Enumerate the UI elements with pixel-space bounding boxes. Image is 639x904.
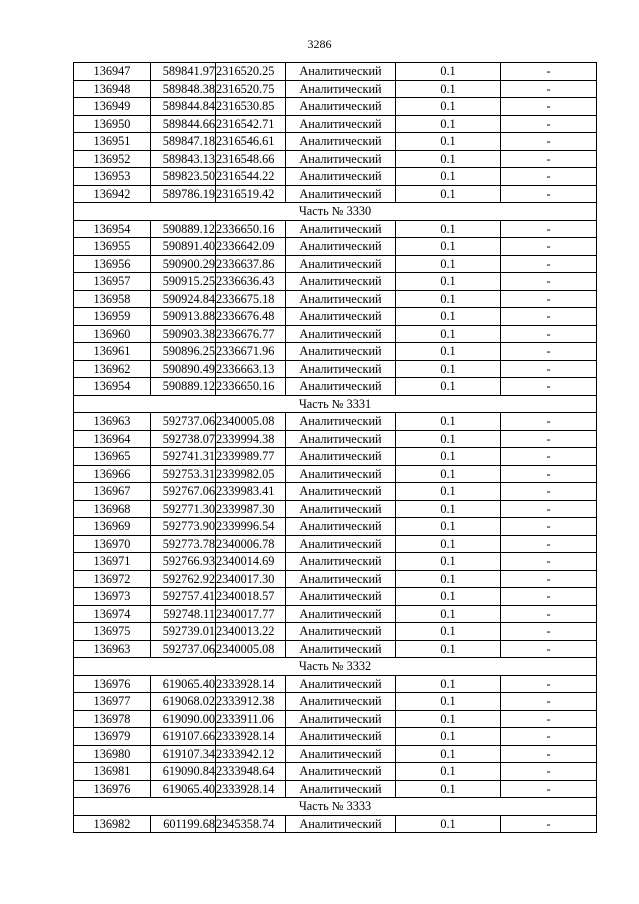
note-cell: - (501, 693, 597, 711)
method-cell: Аналитический (286, 80, 396, 98)
y-coordinate-cell: 2336663.13 (216, 360, 286, 378)
note-cell: - (501, 623, 597, 641)
note-cell: - (501, 413, 597, 431)
y-coordinate-cell: 2336650.16 (216, 220, 286, 238)
accuracy-cell: 0.1 (396, 273, 501, 291)
table-row (74, 640, 597, 658)
table-row (74, 343, 597, 361)
table-row (74, 80, 597, 98)
x-coordinate-cell: 589843.13 (151, 150, 216, 168)
method-cell: Аналитический (286, 728, 396, 746)
method-cell: Аналитический (286, 623, 396, 641)
table-row (74, 588, 597, 606)
y-coordinate-cell: 2316519.42 (216, 185, 286, 203)
accuracy-cell: 0.1 (396, 518, 501, 536)
method-cell: Аналитический (286, 448, 396, 466)
note-cell: - (501, 465, 597, 483)
accuracy-cell: 0.1 (396, 728, 501, 746)
y-coordinate-cell: 2339982.05 (216, 465, 286, 483)
accuracy-cell: 0.1 (396, 693, 501, 711)
point-number-cell: 136958 (74, 290, 151, 308)
y-coordinate-cell: 2336642.09 (216, 238, 286, 256)
accuracy-cell: 0.1 (396, 115, 501, 133)
y-coordinate-cell: 2316546.61 (216, 133, 286, 151)
point-number-cell: 136964 (74, 430, 151, 448)
method-cell: Аналитический (286, 413, 396, 431)
x-coordinate-cell: 619065.40 (151, 675, 216, 693)
y-coordinate-cell: 2339994.38 (216, 430, 286, 448)
x-coordinate-cell: 592738.07 (151, 430, 216, 448)
point-number-cell: 136973 (74, 588, 151, 606)
accuracy-cell: 0.1 (396, 185, 501, 203)
accuracy-cell: 0.1 (396, 238, 501, 256)
table-row (74, 465, 597, 483)
note-cell: - (501, 150, 597, 168)
point-number-cell: 136952 (74, 150, 151, 168)
note-cell: - (501, 273, 597, 291)
x-coordinate-cell: 592766.93 (151, 553, 216, 571)
note-cell: - (501, 448, 597, 466)
table-row (74, 605, 597, 623)
method-cell: Аналитический (286, 343, 396, 361)
method-cell: Аналитический (286, 500, 396, 518)
section-title: Часть № 3332 (74, 658, 597, 676)
note-cell: - (501, 220, 597, 238)
y-coordinate-cell: 2336650.16 (216, 378, 286, 396)
note-cell: - (501, 290, 597, 308)
x-coordinate-cell: 590891.40 (151, 238, 216, 256)
note-cell: - (501, 518, 597, 536)
accuracy-cell: 0.1 (396, 290, 501, 308)
note-cell: - (501, 98, 597, 116)
y-coordinate-cell: 2340014.69 (216, 553, 286, 571)
point-number-cell: 136977 (74, 693, 151, 711)
x-coordinate-cell: 589786.19 (151, 185, 216, 203)
accuracy-cell: 0.1 (396, 80, 501, 98)
y-coordinate-cell: 2336636.43 (216, 273, 286, 291)
table-row (74, 483, 597, 501)
table-row (74, 133, 597, 151)
method-cell: Аналитический (286, 220, 396, 238)
method-cell: Аналитический (286, 710, 396, 728)
method-cell: Аналитический (286, 115, 396, 133)
y-coordinate-cell: 2340018.57 (216, 588, 286, 606)
y-coordinate-cell: 2339983.41 (216, 483, 286, 501)
table-row (74, 780, 597, 798)
point-number-cell: 136956 (74, 255, 151, 273)
point-number-cell: 136949 (74, 98, 151, 116)
point-number-cell: 136980 (74, 745, 151, 763)
note-cell: - (501, 325, 597, 343)
x-coordinate-cell: 590924.84 (151, 290, 216, 308)
accuracy-cell: 0.1 (396, 378, 501, 396)
note-cell: - (501, 500, 597, 518)
point-number-cell: 136950 (74, 115, 151, 133)
accuracy-cell: 0.1 (396, 63, 501, 81)
x-coordinate-cell: 590889.12 (151, 220, 216, 238)
y-coordinate-cell: 2340017.30 (216, 570, 286, 588)
point-number-cell: 136969 (74, 518, 151, 536)
method-cell: Аналитический (286, 63, 396, 81)
accuracy-cell: 0.1 (396, 360, 501, 378)
accuracy-cell: 0.1 (396, 815, 501, 833)
table-row (74, 728, 597, 746)
method-cell: Аналитический (286, 133, 396, 151)
x-coordinate-cell: 592773.78 (151, 535, 216, 553)
table-row (74, 518, 597, 536)
x-coordinate-cell: 619107.66 (151, 728, 216, 746)
y-coordinate-cell: 2316520.25 (216, 63, 286, 81)
note-cell: - (501, 570, 597, 588)
table-row (74, 448, 597, 466)
table-row (74, 98, 597, 116)
method-cell: Аналитический (286, 273, 396, 291)
accuracy-cell: 0.1 (396, 535, 501, 553)
accuracy-cell: 0.1 (396, 343, 501, 361)
x-coordinate-cell: 619090.00 (151, 710, 216, 728)
x-coordinate-cell: 590903.38 (151, 325, 216, 343)
table-row (74, 675, 597, 693)
y-coordinate-cell: 2333928.14 (216, 675, 286, 693)
y-coordinate-cell: 2339987.30 (216, 500, 286, 518)
x-coordinate-cell: 592773.90 (151, 518, 216, 536)
accuracy-cell: 0.1 (396, 553, 501, 571)
y-coordinate-cell: 2340006.78 (216, 535, 286, 553)
y-coordinate-cell: 2340013.22 (216, 623, 286, 641)
x-coordinate-cell: 592767.06 (151, 483, 216, 501)
section-row (74, 658, 597, 676)
accuracy-cell: 0.1 (396, 308, 501, 326)
point-number-cell: 136974 (74, 605, 151, 623)
note-cell: - (501, 343, 597, 361)
note-cell: - (501, 763, 597, 781)
point-number-cell: 136970 (74, 535, 151, 553)
x-coordinate-cell: 619090.84 (151, 763, 216, 781)
note-cell: - (501, 553, 597, 571)
point-number-cell: 136979 (74, 728, 151, 746)
table-row (74, 255, 597, 273)
accuracy-cell: 0.1 (396, 588, 501, 606)
accuracy-cell: 0.1 (396, 220, 501, 238)
x-coordinate-cell: 592737.06 (151, 640, 216, 658)
table-row (74, 238, 597, 256)
accuracy-cell: 0.1 (396, 763, 501, 781)
point-number-cell: 136981 (74, 763, 151, 781)
point-number-cell: 136971 (74, 553, 151, 571)
x-coordinate-cell: 592739.01 (151, 623, 216, 641)
method-cell: Аналитический (286, 605, 396, 623)
x-coordinate-cell: 589823.50 (151, 168, 216, 186)
x-coordinate-cell: 590915.25 (151, 273, 216, 291)
point-number-cell: 136957 (74, 273, 151, 291)
section-title: Часть № 3333 (74, 798, 597, 816)
point-number-cell: 136968 (74, 500, 151, 518)
x-coordinate-cell: 619068.02 (151, 693, 216, 711)
table-row (74, 63, 597, 81)
note-cell: - (501, 745, 597, 763)
coordinates-table (73, 62, 597, 833)
x-coordinate-cell: 592753.31 (151, 465, 216, 483)
note-cell: - (501, 115, 597, 133)
section-row (74, 203, 597, 221)
note-cell: - (501, 640, 597, 658)
method-cell: Аналитический (286, 675, 396, 693)
x-coordinate-cell: 592741.31 (151, 448, 216, 466)
note-cell: - (501, 675, 597, 693)
point-number-cell: 136963 (74, 413, 151, 431)
point-number-cell: 136948 (74, 80, 151, 98)
note-cell: - (501, 815, 597, 833)
note-cell: - (501, 80, 597, 98)
method-cell: Аналитический (286, 185, 396, 203)
table-row (74, 553, 597, 571)
note-cell: - (501, 483, 597, 501)
note-cell: - (501, 308, 597, 326)
method-cell: Аналитический (286, 535, 396, 553)
table-row (74, 745, 597, 763)
method-cell: Аналитический (286, 553, 396, 571)
y-coordinate-cell: 2336671.96 (216, 343, 286, 361)
accuracy-cell: 0.1 (396, 570, 501, 588)
accuracy-cell: 0.1 (396, 98, 501, 116)
accuracy-cell: 0.1 (396, 745, 501, 763)
x-coordinate-cell: 589841.97 (151, 63, 216, 81)
x-coordinate-cell: 592748.11 (151, 605, 216, 623)
page-number: 3286 (307, 37, 332, 51)
note-cell: - (501, 63, 597, 81)
y-coordinate-cell: 2340005.08 (216, 413, 286, 431)
method-cell: Аналитический (286, 325, 396, 343)
y-coordinate-cell: 2333911.06 (216, 710, 286, 728)
point-number-cell: 136976 (74, 675, 151, 693)
point-number-cell: 136959 (74, 308, 151, 326)
x-coordinate-cell: 590900.29 (151, 255, 216, 273)
y-coordinate-cell: 2339989.77 (216, 448, 286, 466)
method-cell: Аналитический (286, 815, 396, 833)
x-coordinate-cell: 619107.34 (151, 745, 216, 763)
accuracy-cell: 0.1 (396, 168, 501, 186)
x-coordinate-cell: 601199.68 (151, 815, 216, 833)
method-cell: Аналитический (286, 430, 396, 448)
point-number-cell: 136954 (74, 220, 151, 238)
accuracy-cell: 0.1 (396, 675, 501, 693)
note-cell: - (501, 728, 597, 746)
note-cell: - (501, 360, 597, 378)
coordinates-table-body (74, 63, 597, 833)
x-coordinate-cell: 589847.18 (151, 133, 216, 151)
y-coordinate-cell: 2316542.71 (216, 115, 286, 133)
x-coordinate-cell: 590896.25 (151, 343, 216, 361)
table-row (74, 185, 597, 203)
accuracy-cell: 0.1 (396, 448, 501, 466)
table-row (74, 710, 597, 728)
accuracy-cell: 0.1 (396, 640, 501, 658)
table-row (74, 378, 597, 396)
note-cell: - (501, 185, 597, 203)
method-cell: Аналитический (286, 255, 396, 273)
note-cell: - (501, 605, 597, 623)
method-cell: Аналитический (286, 378, 396, 396)
y-coordinate-cell: 2333942.12 (216, 745, 286, 763)
point-number-cell: 136955 (74, 238, 151, 256)
method-cell: Аналитический (286, 763, 396, 781)
section-title: Часть № 3330 (74, 203, 597, 221)
method-cell: Аналитический (286, 238, 396, 256)
y-coordinate-cell: 2333928.14 (216, 780, 286, 798)
y-coordinate-cell: 2333928.14 (216, 728, 286, 746)
method-cell: Аналитический (286, 150, 396, 168)
accuracy-cell: 0.1 (396, 133, 501, 151)
x-coordinate-cell: 590889.12 (151, 378, 216, 396)
note-cell: - (501, 588, 597, 606)
y-coordinate-cell: 2340017.77 (216, 605, 286, 623)
method-cell: Аналитический (286, 168, 396, 186)
y-coordinate-cell: 2316530.85 (216, 98, 286, 116)
method-cell: Аналитический (286, 518, 396, 536)
point-number-cell: 136963 (74, 640, 151, 658)
accuracy-cell: 0.1 (396, 780, 501, 798)
x-coordinate-cell: 619065.40 (151, 780, 216, 798)
point-number-cell: 136975 (74, 623, 151, 641)
accuracy-cell: 0.1 (396, 413, 501, 431)
method-cell: Аналитический (286, 360, 396, 378)
point-number-cell: 136967 (74, 483, 151, 501)
y-coordinate-cell: 2336675.18 (216, 290, 286, 308)
method-cell: Аналитический (286, 588, 396, 606)
point-number-cell: 136972 (74, 570, 151, 588)
section-row (74, 395, 597, 413)
table-row (74, 220, 597, 238)
table-row (74, 500, 597, 518)
note-cell: - (501, 535, 597, 553)
point-number-cell: 136961 (74, 343, 151, 361)
table-row (74, 570, 597, 588)
note-cell: - (501, 133, 597, 151)
accuracy-cell: 0.1 (396, 255, 501, 273)
x-coordinate-cell: 590890.49 (151, 360, 216, 378)
y-coordinate-cell: 2336637.86 (216, 255, 286, 273)
accuracy-cell: 0.1 (396, 483, 501, 501)
point-number-cell: 136962 (74, 360, 151, 378)
note-cell: - (501, 430, 597, 448)
point-number-cell: 136954 (74, 378, 151, 396)
method-cell: Аналитический (286, 483, 396, 501)
table-row (74, 763, 597, 781)
y-coordinate-cell: 2340005.08 (216, 640, 286, 658)
point-number-cell: 136953 (74, 168, 151, 186)
table-row (74, 413, 597, 431)
note-cell: - (501, 780, 597, 798)
y-coordinate-cell: 2339996.54 (216, 518, 286, 536)
accuracy-cell: 0.1 (396, 325, 501, 343)
y-coordinate-cell: 2316520.75 (216, 80, 286, 98)
table-row (74, 325, 597, 343)
x-coordinate-cell: 592737.06 (151, 413, 216, 431)
point-number-cell: 136976 (74, 780, 151, 798)
accuracy-cell: 0.1 (396, 465, 501, 483)
section-title: Часть № 3331 (74, 395, 597, 413)
y-coordinate-cell: 2336676.77 (216, 325, 286, 343)
x-coordinate-cell: 592757.41 (151, 588, 216, 606)
y-coordinate-cell: 2345358.74 (216, 815, 286, 833)
point-number-cell: 136982 (74, 815, 151, 833)
table-row (74, 308, 597, 326)
table-row (74, 535, 597, 553)
x-coordinate-cell: 590913.88 (151, 308, 216, 326)
table-row (74, 360, 597, 378)
y-coordinate-cell: 2333948.64 (216, 763, 286, 781)
y-coordinate-cell: 2316544.22 (216, 168, 286, 186)
table-row (74, 290, 597, 308)
accuracy-cell: 0.1 (396, 710, 501, 728)
method-cell: Аналитический (286, 98, 396, 116)
table-row (74, 815, 597, 833)
accuracy-cell: 0.1 (396, 500, 501, 518)
x-coordinate-cell: 589848.38 (151, 80, 216, 98)
accuracy-cell: 0.1 (396, 623, 501, 641)
section-row (74, 798, 597, 816)
x-coordinate-cell: 589844.84 (151, 98, 216, 116)
point-number-cell: 136965 (74, 448, 151, 466)
note-cell: - (501, 238, 597, 256)
method-cell: Аналитический (286, 570, 396, 588)
method-cell: Аналитический (286, 465, 396, 483)
accuracy-cell: 0.1 (396, 605, 501, 623)
y-coordinate-cell: 2316548.66 (216, 150, 286, 168)
accuracy-cell: 0.1 (396, 150, 501, 168)
point-number-cell: 136978 (74, 710, 151, 728)
note-cell: - (501, 710, 597, 728)
note-cell: - (501, 255, 597, 273)
table-row (74, 115, 597, 133)
point-number-cell: 136947 (74, 63, 151, 81)
table-row (74, 273, 597, 291)
method-cell: Аналитический (286, 745, 396, 763)
point-number-cell: 136960 (74, 325, 151, 343)
table-row (74, 150, 597, 168)
point-number-cell: 136951 (74, 133, 151, 151)
method-cell: Аналитический (286, 308, 396, 326)
x-coordinate-cell: 589844.66 (151, 115, 216, 133)
y-coordinate-cell: 2336676.48 (216, 308, 286, 326)
table-row (74, 693, 597, 711)
x-coordinate-cell: 592762.92 (151, 570, 216, 588)
method-cell: Аналитический (286, 640, 396, 658)
table-row (74, 623, 597, 641)
method-cell: Аналитический (286, 290, 396, 308)
note-cell: - (501, 378, 597, 396)
table-row (74, 168, 597, 186)
point-number-cell: 136942 (74, 185, 151, 203)
point-number-cell: 136966 (74, 465, 151, 483)
x-coordinate-cell: 592771.30 (151, 500, 216, 518)
table-row (74, 430, 597, 448)
method-cell: Аналитический (286, 780, 396, 798)
accuracy-cell: 0.1 (396, 430, 501, 448)
method-cell: Аналитический (286, 693, 396, 711)
y-coordinate-cell: 2333912.38 (216, 693, 286, 711)
note-cell: - (501, 168, 597, 186)
